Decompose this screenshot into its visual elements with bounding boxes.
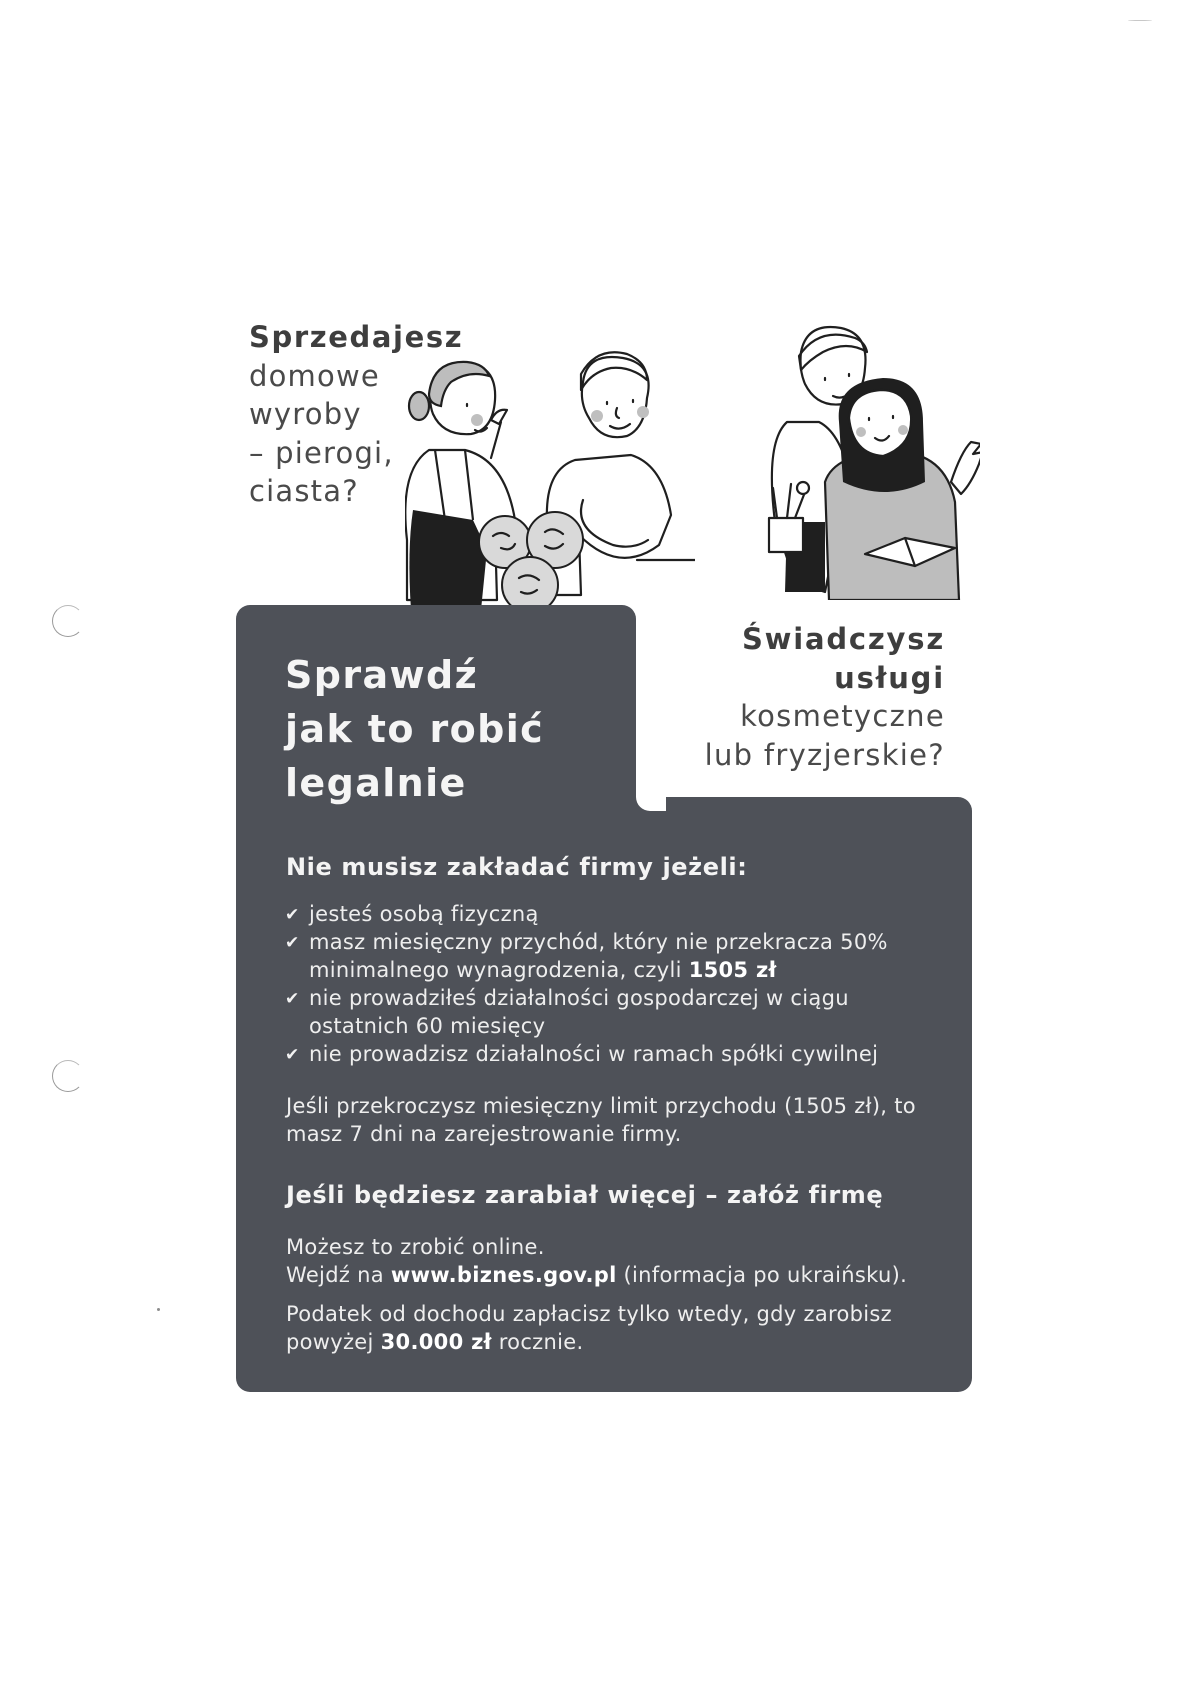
website-link[interactable]: www.biznes.gov.pl xyxy=(390,1263,617,1287)
income-limit: 1505 zł xyxy=(688,958,777,982)
question-right xyxy=(640,620,945,774)
card-title-line: legalnie xyxy=(285,761,467,805)
tax-info xyxy=(286,1300,916,1356)
list-item-text: nie prowadziłeś działalności gospodarczej w ciągu ostatnich 60 miesięcy xyxy=(309,986,849,1038)
question-left-line: domowe xyxy=(249,358,380,393)
check-icon: ✔ xyxy=(285,989,300,1009)
list-item-text: nie prowadzisz działalności w ramach spółki cywilnej xyxy=(309,1042,879,1066)
list-item xyxy=(283,900,923,928)
punch-hole-bottom xyxy=(52,1060,84,1092)
illustration-hairdresser xyxy=(765,322,980,600)
card-title-line: Sprawdź xyxy=(285,653,479,697)
website-prefix: Wejdź na xyxy=(286,1263,391,1287)
scan-speck xyxy=(157,1308,160,1311)
website-suffix: (informacja po ukraińsku). xyxy=(616,1263,908,1287)
info-card-notch-curve xyxy=(636,781,666,811)
limit-note: Jeśli przekroczysz miesięczny limit przychodu (1505 zł), to masz 7 dni na zarejestrowanie firmy. xyxy=(286,1094,916,1146)
list-item xyxy=(283,984,923,1040)
question-right-bold: usługi xyxy=(834,660,945,695)
illustration-food-seller xyxy=(405,350,695,615)
question-left-line: ciasta? xyxy=(249,474,359,508)
card-title-line: jak to robić xyxy=(285,707,545,751)
check-icon: ✔ xyxy=(285,1045,300,1065)
requirements-list xyxy=(283,900,923,1068)
question-right-bold: Świadczysz xyxy=(741,622,945,656)
online-info xyxy=(286,1233,926,1289)
question-right-line: lub fryzjerskie? xyxy=(704,737,945,772)
check-icon: ✔ xyxy=(285,905,300,925)
scan-speck xyxy=(1128,20,1152,21)
list-item xyxy=(283,928,923,984)
list-item-text: masz miesięczny przychód, który nie przekracza 50% minimalnego wynagrodzenia, czyli xyxy=(309,930,888,982)
list-item xyxy=(283,1040,923,1068)
question-left-bold: Sprzedajesz xyxy=(249,320,464,354)
check-icon: ✔ xyxy=(285,933,300,953)
section-heading-register: Jeśli będziesz zarabiał więcej – załóż firmę xyxy=(286,1181,884,1209)
card-title xyxy=(285,648,625,810)
online-line: Możesz to zrobić online. xyxy=(286,1235,545,1259)
tax-threshold: 30.000 zł xyxy=(380,1330,492,1354)
section-heading-no-firm: Nie musisz zakładać firmy jeżeli: xyxy=(286,853,748,881)
punch-hole-top xyxy=(52,605,84,637)
tax-suffix: rocznie. xyxy=(491,1330,584,1354)
list-item-text: jesteś osobą fizyczną xyxy=(309,902,539,926)
website-line xyxy=(286,1261,926,1289)
client-figure xyxy=(825,378,980,600)
question-right-line: kosmetyczne xyxy=(740,699,945,733)
tax-text: Podatek od dochodu zapłacisz tylko wtedy, gdy zarobisz powyżej xyxy=(286,1302,892,1354)
question-left-line: – pierogi, xyxy=(249,435,394,470)
question-left-line: wyroby xyxy=(249,397,362,431)
